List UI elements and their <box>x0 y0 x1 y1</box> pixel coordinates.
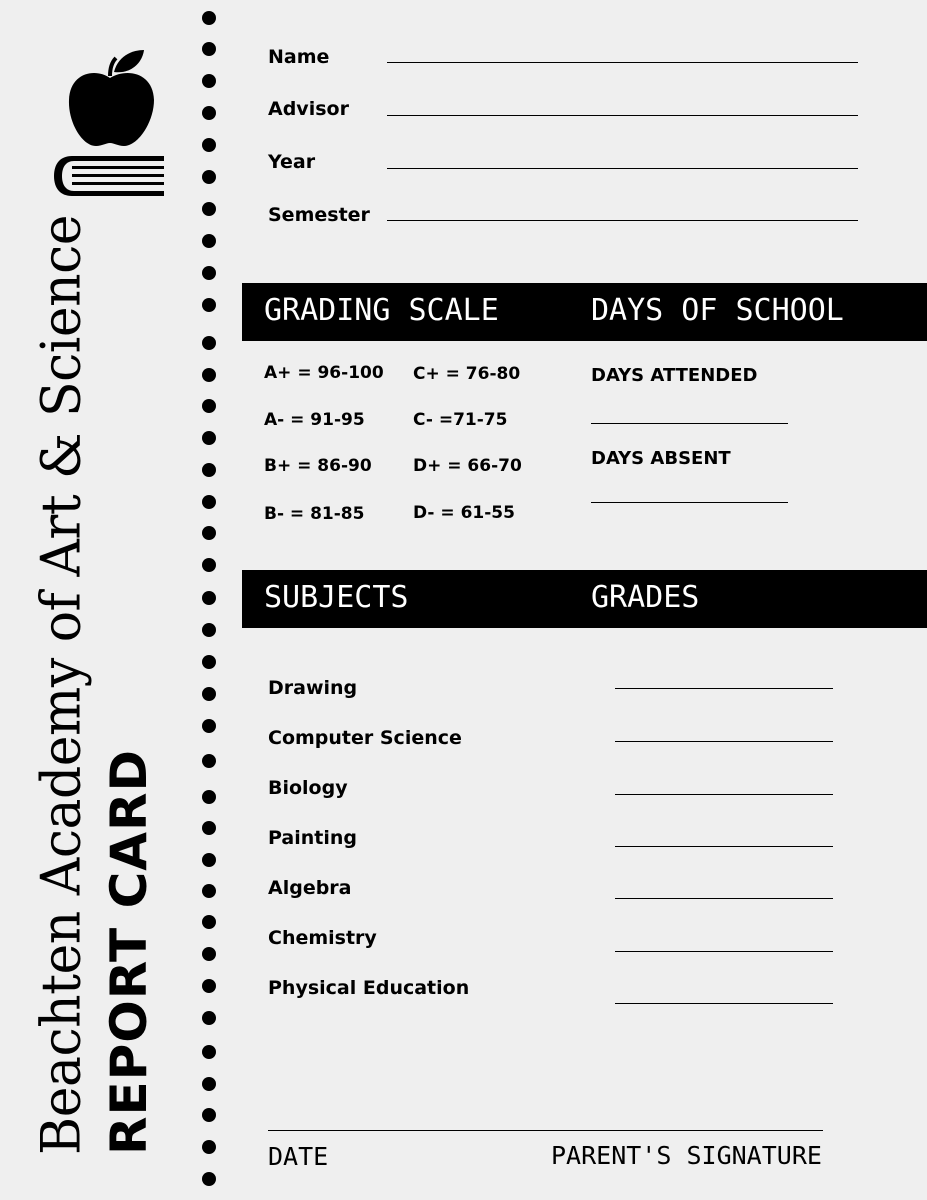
subjects-heading: SUBJECTS <box>264 580 409 615</box>
scale-entry: D+ = 66-70 <box>413 456 522 476</box>
name-label: Name <box>268 46 330 68</box>
notebook-hole <box>202 336 216 350</box>
notebook-hole <box>202 623 216 637</box>
notebook-hole <box>202 368 216 382</box>
subject-label: Biology <box>268 777 348 799</box>
notebook-hole <box>202 74 216 88</box>
notebook-hole <box>202 399 216 413</box>
grade-field[interactable] <box>615 898 833 899</box>
subject-label: Drawing <box>268 677 358 699</box>
advisor-label: Advisor <box>268 98 349 120</box>
notebook-hole <box>202 719 216 733</box>
subject-label: Algebra <box>268 877 352 899</box>
grading-header-band <box>242 283 927 341</box>
grade-field[interactable] <box>615 794 833 795</box>
notebook-hole <box>202 790 216 804</box>
name-field[interactable] <box>387 62 858 63</box>
subjects-header-band <box>242 570 927 628</box>
subject-label: Chemistry <box>268 927 377 949</box>
days-attended-field[interactable] <box>591 423 788 424</box>
notebook-hole <box>202 655 216 669</box>
scale-entry: B- = 81-85 <box>264 504 365 524</box>
grade-field[interactable] <box>615 741 833 742</box>
grade-field[interactable] <box>615 1003 833 1004</box>
notebook-hole <box>202 1140 216 1154</box>
days-attended-label: DAYS ATTENDED <box>591 365 758 386</box>
notebook-hole <box>202 884 216 898</box>
notebook-hole <box>202 1172 216 1186</box>
notebook-hole <box>202 687 216 701</box>
year-label: Year <box>268 151 316 173</box>
notebook-hole <box>202 202 216 216</box>
parent-signature-label: PARENT'S SIGNATURE <box>551 1141 822 1170</box>
notebook-hole <box>202 1077 216 1091</box>
notebook-hole <box>202 138 216 152</box>
notebook-hole <box>202 42 216 56</box>
notebook-hole <box>202 11 216 25</box>
scale-entry: C- =71-75 <box>413 410 508 430</box>
notebook-hole <box>202 754 216 768</box>
notebook-hole <box>202 915 216 929</box>
apple-on-book-icon <box>52 48 167 200</box>
notebook-hole <box>202 979 216 993</box>
days-absent-label: DAYS ABSENT <box>591 448 731 469</box>
notebook-hole <box>202 495 216 509</box>
notebook-hole <box>202 947 216 961</box>
vertical-title <box>30 214 160 1155</box>
semester-field[interactable] <box>387 220 858 221</box>
grade-field[interactable] <box>615 846 833 847</box>
grades-heading: GRADES <box>591 580 700 615</box>
signature-line[interactable] <box>268 1130 823 1131</box>
notebook-hole <box>202 1011 216 1025</box>
scale-entry: A- = 91-95 <box>264 410 365 430</box>
notebook-hole <box>202 170 216 184</box>
notebook-hole <box>202 234 216 248</box>
scale-entry: B+ = 86-90 <box>264 456 372 476</box>
notebook-hole <box>202 266 216 280</box>
notebook-hole <box>202 558 216 572</box>
days-absent-field[interactable] <box>591 502 788 503</box>
report-card-title: REPORT CARD <box>100 749 158 1155</box>
notebook-hole <box>202 106 216 120</box>
days-of-school-heading: DAYS OF SCHOOL <box>591 293 844 328</box>
year-field[interactable] <box>387 168 858 169</box>
scale-entry: D- = 61-55 <box>413 503 515 523</box>
grade-field[interactable] <box>615 951 833 952</box>
notebook-hole <box>202 431 216 445</box>
subject-label: Physical Education <box>268 977 470 999</box>
subject-label: Painting <box>268 827 357 849</box>
grade-field[interactable] <box>615 688 833 689</box>
notebook-hole <box>202 298 216 312</box>
school-name: Beachten Academy of Art & Science <box>30 214 93 1155</box>
notebook-hole <box>202 463 216 477</box>
date-label: DATE <box>268 1142 329 1171</box>
subject-label: Computer Science <box>268 727 462 749</box>
notebook-hole <box>202 526 216 540</box>
grading-scale-heading: GRADING SCALE <box>264 293 499 328</box>
notebook-hole <box>202 853 216 867</box>
notebook-hole <box>202 1045 216 1059</box>
notebook-hole <box>202 1108 216 1122</box>
scale-entry: A+ = 96-100 <box>264 363 384 383</box>
advisor-field[interactable] <box>387 115 858 116</box>
scale-entry: C+ = 76-80 <box>413 364 521 384</box>
notebook-hole <box>202 821 216 835</box>
semester-label: Semester <box>268 204 370 226</box>
notebook-hole <box>202 591 216 605</box>
